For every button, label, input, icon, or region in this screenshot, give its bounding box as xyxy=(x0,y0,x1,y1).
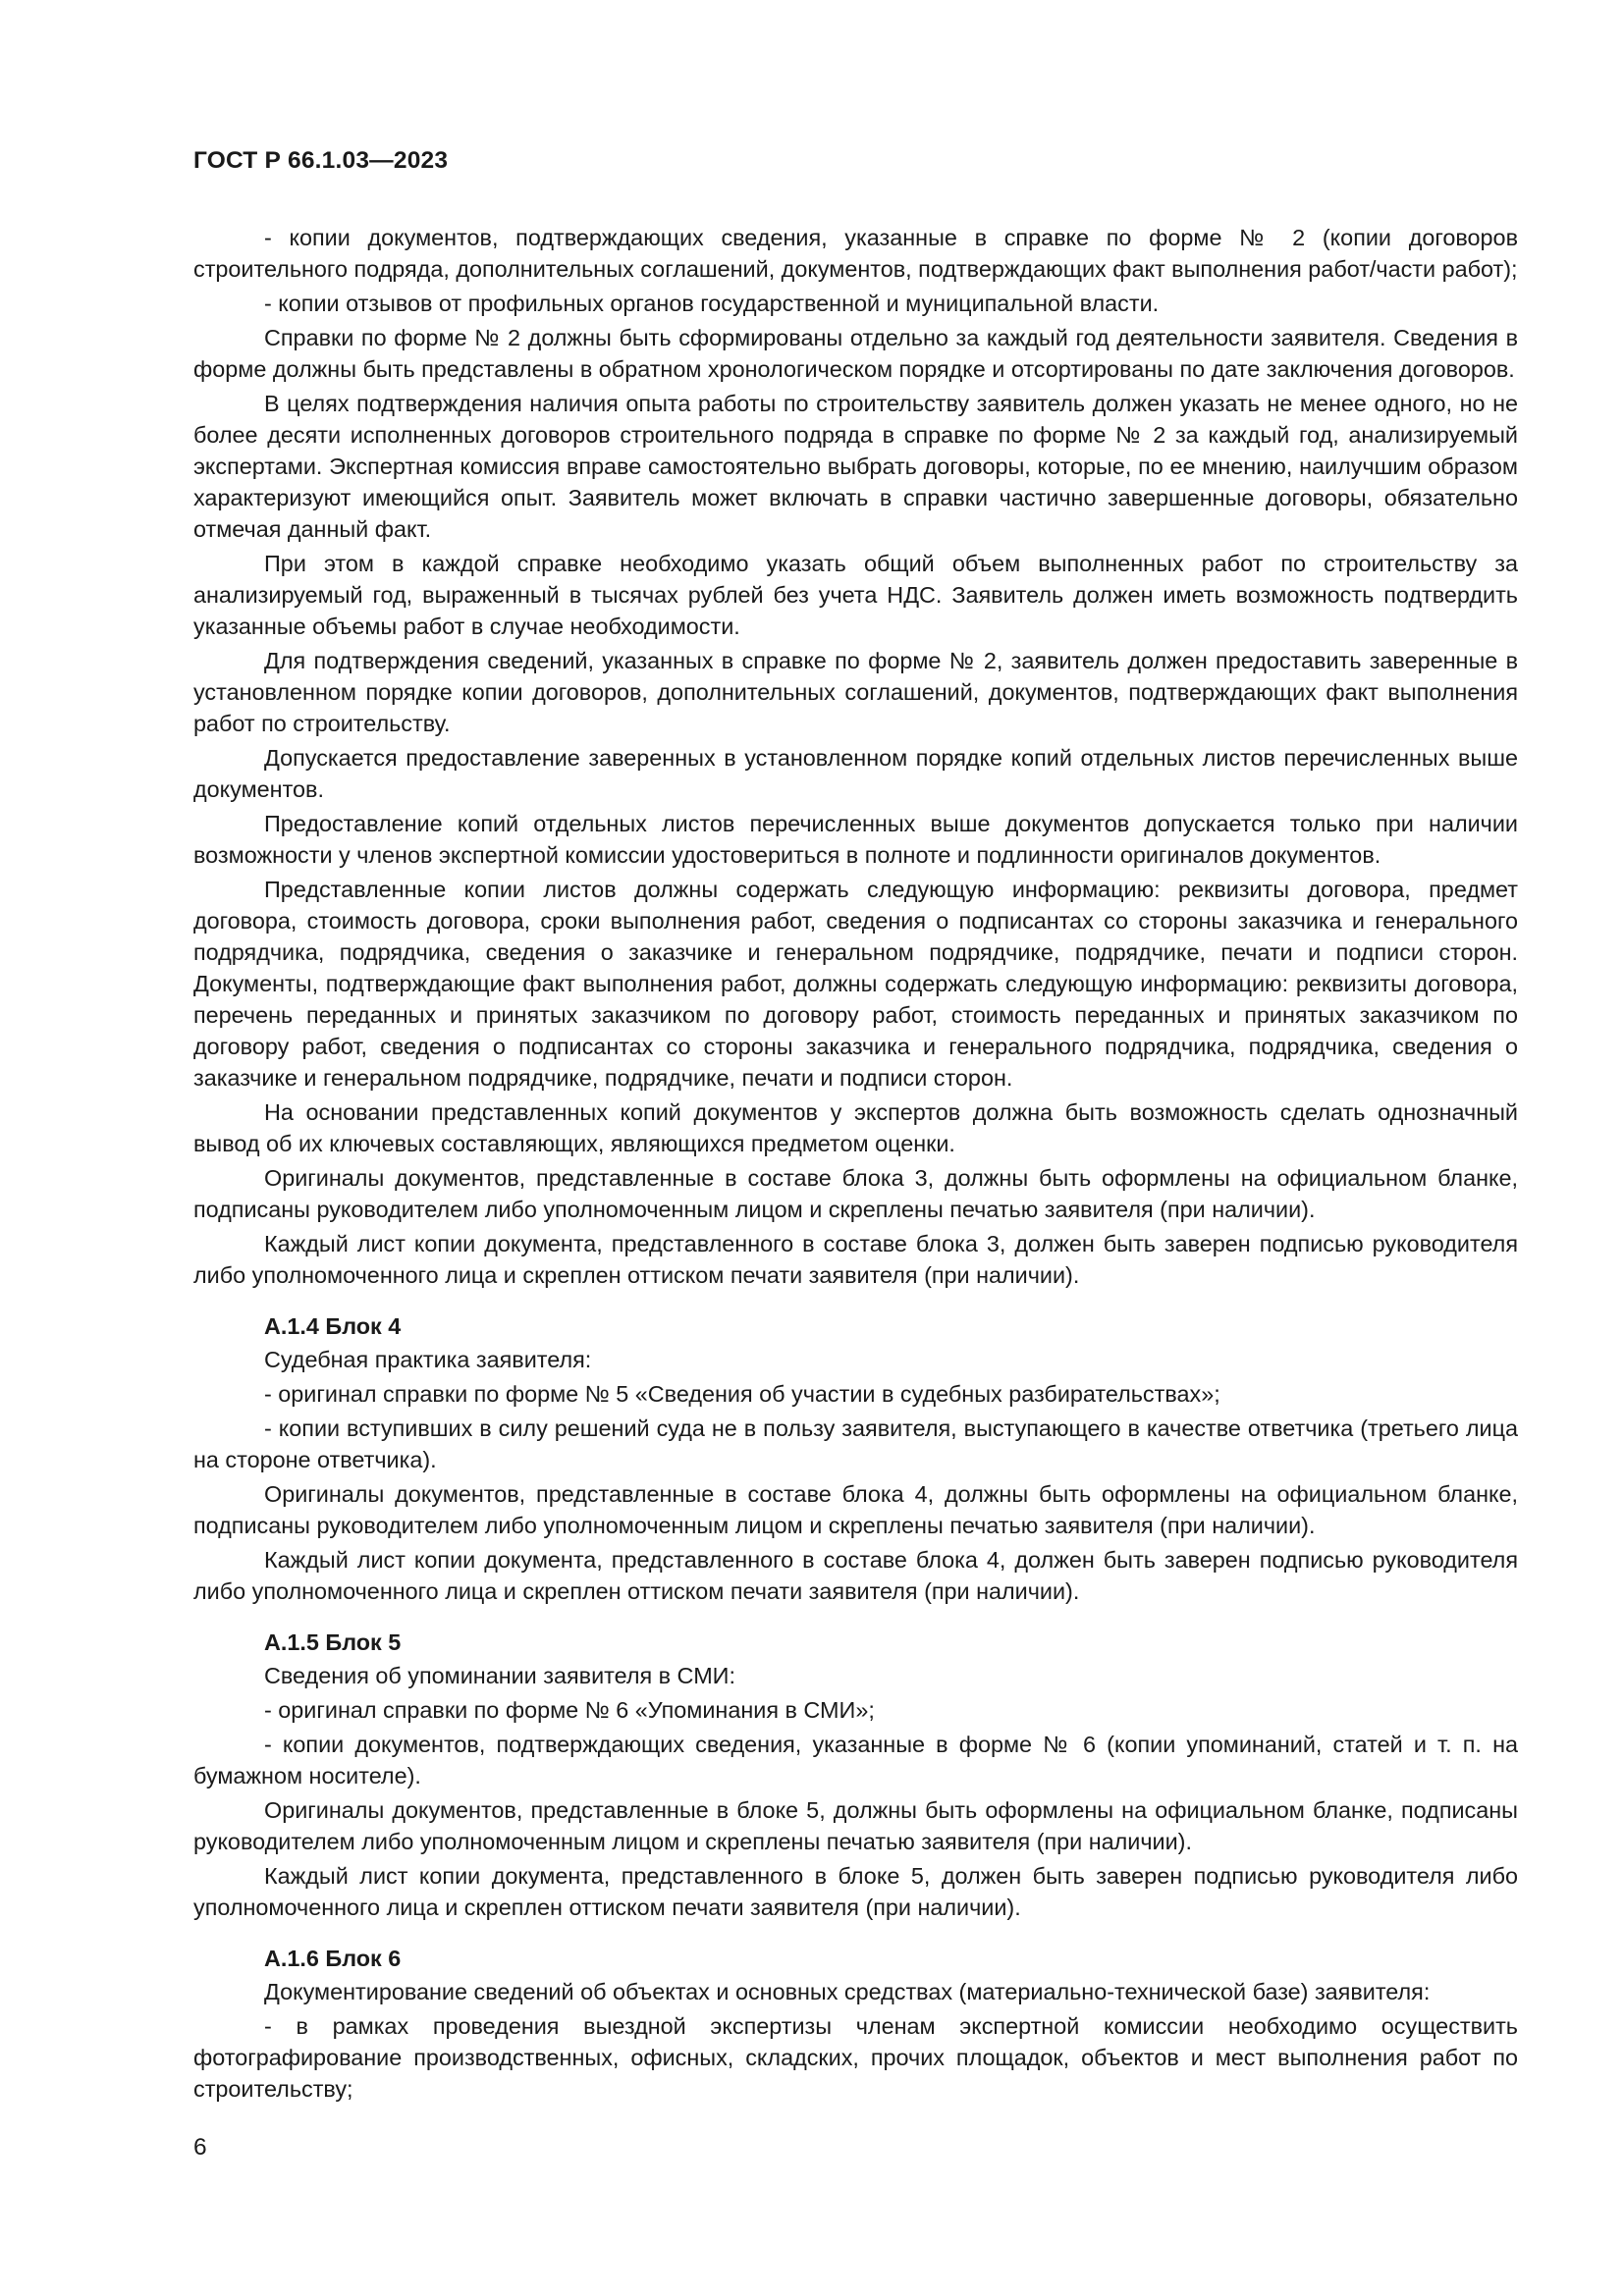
paragraph: - в рамках проведения выездной экспертизы членам экспертной комиссии необходимо осуществить фотографирование производственных, офисных, складских, прочих площадок, объектов и мест выполнения работ по строительству; xyxy=(193,2013,1518,2102)
paragraph: Предоставление копий отдельных листов перечисленных выше документов допускается только при наличии возможности у членов экспертной комиссии удостовериться в полноте и подлинности оригиналов документов. xyxy=(193,811,1518,868)
paragraph: - копии документов, подтверждающих сведения, указанные в справке по форме № 2 (копии договоров строительного подряда, дополнительных соглашений, документов, подтверждающих факт выполнения работ/части работ); xyxy=(193,225,1518,282)
section-heading-block-6: А.1.6 Блок 6 xyxy=(264,1946,402,1971)
page-number: 6 xyxy=(193,2134,207,2161)
paragraph: - оригинал справки по форме № 6 «Упоминания в СМИ»; xyxy=(264,1697,875,1723)
paragraph: Оригиналы документов, представленные в блоке 5, должны быть оформлены на официальном бланке, подписаны руководителем либо уполномоченным лицом и скреплены печатью заявителя (при наличии). xyxy=(193,1797,1518,1854)
document-body xyxy=(193,222,1518,2108)
paragraph: Документирование сведений об объектах и основных средствах (материально-технической базе) заявителя: xyxy=(264,1979,1431,2004)
paragraph: В целях подтверждения наличия опыта работы по строительству заявитель должен указать не менее одного, но не более десяти исполненных договоров строительного подряда в справке по форме № 2 за каждый год, анализируемый экспертами. Экспертная комиссия вправе самостоятельно выбрать договоры, которые, по ее мнению, наилучшим образом характеризуют имеющийся опыт. Заявитель может включать в справки частично завершенные договоры, обязательно отмечая данный факт. xyxy=(193,391,1518,542)
paragraph: Каждый лист копии документа, представленного в блоке 5, должен быть заверен подписью руководителя либо уполномоченного лица и скреплен оттиском печати заявителя (при наличии). xyxy=(193,1863,1518,1920)
paragraph: При этом в каждой справке необходимо указать общий объем выполненных работ по строительству за анализируемый год, выраженный в тысячах рублей без учета НДС. Заявитель должен иметь возможность подтвердить указанные объемы работ в случае необходимости. xyxy=(193,551,1518,639)
paragraph: Представленные копии листов должны содержать следующую информацию: реквизиты договора, предмет договора, стоимость договора, сроки выполнения работ, сведения о подписантах со стороны заказчика и генерального подрядчика, подрядчика, сведения о заказчике и генеральном подрядчике, подрядчике, печати и подписи сторон. Документы, подтверждающие факт выполнения работ, должны содержать следующую информацию: реквизиты договора, перечень переданных и принятых заказчиком по договору работ, стоимость переданных и принятых заказчиком по договору работ, сведения о подписантах со стороны заказчика и генерального подрядчика, подрядчика, сведения о заказчике и генеральном подрядчике, подрядчике, печати и подписи сторон. xyxy=(193,877,1518,1091)
paragraph: Оригиналы документов, представленные в составе блока 3, должны быть оформлены на официальном бланке, подписаны руководителем либо уполномоченным лицом и скреплены печатью заявителя (при наличии). xyxy=(193,1165,1518,1222)
document-code-header: ГОСТ Р 66.1.03—2023 xyxy=(193,147,449,174)
paragraph: - копии отзывов от профильных органов государственной и муниципальной власти. xyxy=(264,291,1160,316)
paragraph: Каждый лист копии документа, представленного в составе блока 3, должен быть заверен подписью руководителя либо уполномоченного лица и скреплен оттиском печати заявителя (при наличии). xyxy=(193,1231,1518,1288)
paragraph: Для подтверждения сведений, указанных в справке по форме № 2, заявитель должен предоставить заверенные в установленном порядке копии договоров, дополнительных соглашений, документов, подтверждающих факт выполнения работ по строительству. xyxy=(193,648,1518,736)
paragraph: Справки по форме № 2 должны быть сформированы отдельно за каждый год деятельности заявителя. Сведения в форме должны быть представлены в обратном хронологическом порядке и отсортированы по дате заключения договоров. xyxy=(193,325,1518,382)
section-heading-block-4: А.1.4 Блок 4 xyxy=(264,1313,402,1339)
paragraph: - оригинал справки по форме № 5 «Сведения об участии в судебных разбирательствах»; xyxy=(264,1381,1220,1407)
paragraph: Каждый лист копии документа, представленного в составе блока 4, должен быть заверен подписью руководителя либо уполномоченного лица и скреплен оттиском печати заявителя (при наличии). xyxy=(193,1547,1518,1604)
paragraph: На основании представленных копий документов у экспертов должна быть возможность сделать однозначный вывод об их ключевых составляющих, являющихся предметом оценки. xyxy=(193,1099,1518,1156)
paragraph: - копии документов, подтверждающих сведения, указанные в форме № 6 (копии упоминаний, статей и т. п. на бумажном носителе). xyxy=(193,1732,1518,1789)
paragraph: Допускается предоставление заверенных в установленном порядке копий отдельных листов перечисленных выше документов. xyxy=(193,745,1518,802)
paragraph: Сведения об упоминании заявителя в СМИ: xyxy=(264,1663,735,1688)
paragraph: - копии вступивших в силу решений суда не в пользу заявителя, выступающего в качестве ответчика (третьего лица на стороне ответчика). xyxy=(193,1415,1518,1472)
paragraph: Судебная практика заявителя: xyxy=(264,1347,592,1372)
paragraph: Оригиналы документов, представленные в составе блока 4, должны быть оформлены на официальном бланке, подписаны руководителем либо уполномоченным лицом и скреплены печатью заявителя (при наличии). xyxy=(193,1481,1518,1538)
section-heading-block-5: А.1.5 Блок 5 xyxy=(264,1629,402,1655)
